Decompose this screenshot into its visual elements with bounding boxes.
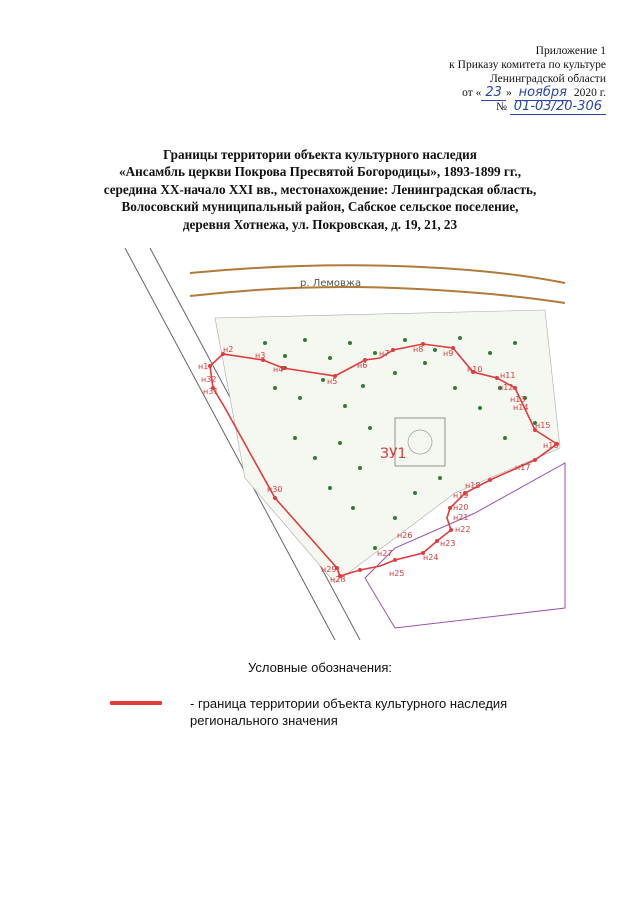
annex-number: Приложение 1 (535, 45, 606, 57)
svg-text:н3: н3 (255, 351, 266, 360)
svg-text:н28: н28 (330, 575, 346, 584)
svg-text:н23: н23 (440, 539, 456, 548)
svg-text:н26: н26 (397, 531, 413, 540)
svg-text:н31: н31 (203, 387, 219, 396)
svg-text:н32: н32 (201, 375, 217, 384)
svg-text:н7: н7 (379, 349, 390, 358)
svg-text:н2: н2 (223, 345, 234, 354)
svg-text:н6: н6 (357, 361, 368, 370)
river-label: р. Лемовжа (300, 278, 362, 289)
order-number-value: 01-03/20-306 (510, 99, 606, 115)
svg-text:н15: н15 (535, 421, 551, 430)
svg-text:н10: н10 (467, 365, 483, 374)
svg-text:н14: н14 (513, 403, 529, 412)
date-month: ноября (515, 85, 571, 101)
svg-text:н18: н18 (465, 481, 481, 490)
legend-title: Условные обозначения: (247, 660, 393, 675)
document-title: Границы территории объекта культурного наследия «Ансамбль церкви Покрова Пресвятой Богородицы», 1893-1899 гг., середина XX-начало XXI вв., местонахождение: Ленинградская область, Волосовский муниципальный район, Сабское сельское поселение, деревня Хотнежа, ул. Покровская, д. 19, 21, 23 (103, 147, 537, 232)
svg-text:н17: н17 (515, 463, 531, 472)
annex-order-number: № 01-03/20-306 (449, 100, 606, 114)
annex-date: от « 23 » ноября 2020 г. (462, 85, 606, 100)
date-day: 23 (481, 85, 506, 101)
svg-text:н1: н1 (198, 362, 209, 371)
legend-red-line (110, 701, 162, 705)
svg-text:н4: н4 (273, 365, 284, 374)
svg-text:н9: н9 (443, 349, 454, 358)
svg-text:н24: н24 (423, 553, 439, 562)
svg-text:н12: н12 (498, 383, 514, 392)
site-plan-map (95, 248, 585, 640)
svg-text:н19: н19 (453, 491, 469, 500)
svg-text:н13: н13 (510, 395, 526, 404)
svg-text:н22: н22 (455, 525, 471, 534)
svg-text:н21: н21 (453, 513, 469, 522)
svg-text:н20: н20 (453, 503, 469, 512)
annex-order-ref: к Приказу комитета по культуре (449, 59, 606, 71)
svg-text:н11: н11 (500, 371, 516, 380)
zone-label: ЗУ1 (380, 446, 407, 462)
svg-text:н16: н16 (543, 441, 559, 450)
svg-text:н25: н25 (389, 569, 405, 578)
svg-text:н5: н5 (327, 377, 338, 386)
legend-item-text: - граница территории объекта культурного наследия регионального значения (190, 696, 508, 728)
svg-text:н27: н27 (377, 549, 393, 558)
annex-region: Ленинградской области (489, 73, 606, 85)
svg-text:н8: н8 (413, 345, 424, 354)
svg-text:н29: н29 (321, 565, 337, 574)
annex-header (449, 44, 606, 114)
svg-text:н30: н30 (267, 485, 283, 494)
